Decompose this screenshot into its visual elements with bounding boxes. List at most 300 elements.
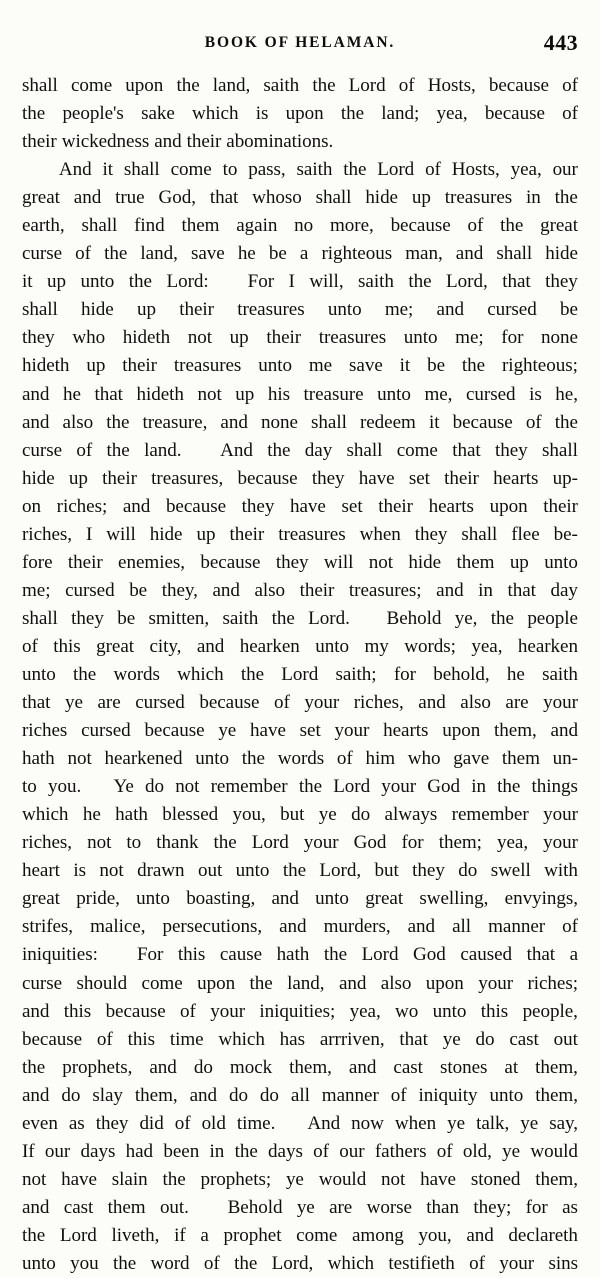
- word: cursed: [135, 692, 185, 714]
- word: and: [22, 1084, 50, 1106]
- word: be: [117, 607, 136, 629]
- word: slain: [111, 1168, 148, 1190]
- word: un-: [552, 748, 578, 770]
- word: hath: [276, 944, 310, 966]
- text-line: [22, 605, 578, 633]
- word: iniquity: [418, 1084, 478, 1106]
- word: they: [545, 271, 578, 293]
- word: whoso: [252, 187, 302, 209]
- word: unto: [80, 271, 115, 293]
- word: If: [22, 1140, 35, 1162]
- word: his: [267, 383, 290, 405]
- word: shall: [22, 607, 58, 629]
- word: people,: [522, 1000, 578, 1022]
- word: it: [22, 271, 33, 293]
- word: Lord,: [319, 860, 362, 882]
- word: Lord:: [166, 271, 209, 293]
- word: have: [250, 720, 286, 742]
- word: also: [460, 692, 491, 714]
- text-line: [22, 689, 578, 717]
- text-line: [22, 1138, 578, 1166]
- word: be: [559, 299, 578, 321]
- word: also: [62, 411, 94, 433]
- word: shall: [311, 411, 347, 433]
- word: [363, 605, 373, 633]
- word: more,: [329, 215, 374, 237]
- word: God,: [158, 187, 196, 209]
- word: all: [452, 916, 472, 938]
- word: your: [303, 832, 339, 854]
- word: land.: [144, 439, 182, 461]
- word: days: [268, 1140, 303, 1162]
- text-line: [22, 801, 578, 829]
- word: yea,: [349, 1000, 381, 1022]
- word: be: [129, 579, 148, 601]
- word: them: [107, 1196, 146, 1218]
- word: are: [505, 692, 529, 714]
- word: that: [526, 944, 555, 966]
- word: the: [554, 187, 578, 209]
- word: say,: [549, 1112, 578, 1134]
- word: because: [452, 411, 513, 433]
- word: the: [241, 748, 265, 770]
- word: me;: [455, 327, 484, 349]
- word: them,: [535, 1168, 578, 1190]
- word: behold,: [433, 663, 490, 685]
- word: do: [458, 860, 478, 882]
- word: Behold: [386, 607, 442, 629]
- word: up: [136, 299, 156, 321]
- word: not: [187, 327, 213, 349]
- text-line: [22, 1026, 578, 1054]
- word: treasures;: [348, 579, 422, 601]
- word: [92, 773, 102, 801]
- word: riches,: [22, 832, 73, 854]
- word: save: [349, 355, 383, 377]
- word: great: [365, 888, 404, 910]
- word: the: [271, 607, 295, 629]
- word: declareth: [508, 1224, 578, 1246]
- word: ye: [65, 692, 83, 714]
- word: and: [436, 299, 464, 321]
- word: up-: [552, 467, 578, 489]
- word: not: [99, 860, 124, 882]
- word: and: [279, 916, 307, 938]
- word: their: [229, 523, 265, 545]
- word: of: [562, 916, 578, 938]
- word: will: [106, 523, 136, 545]
- word: Lord: [377, 159, 415, 181]
- word: and: [22, 411, 50, 433]
- word: them,: [535, 1084, 578, 1106]
- word: do: [228, 1084, 248, 1106]
- word: this: [177, 944, 206, 966]
- word: the: [343, 159, 367, 181]
- word: saith: [222, 607, 259, 629]
- word: up: [68, 467, 88, 489]
- word: it: [102, 159, 113, 181]
- word: this: [127, 1028, 155, 1050]
- text-line: [22, 998, 578, 1026]
- word: me: [308, 355, 333, 377]
- word: of: [273, 692, 290, 714]
- word: of: [469, 1252, 485, 1274]
- word: things: [531, 776, 578, 798]
- word: your: [543, 692, 578, 714]
- word: you,: [418, 1224, 452, 1246]
- word: is: [529, 383, 542, 405]
- word: them,: [289, 1056, 332, 1078]
- word: not: [368, 551, 394, 573]
- word: righteous: [321, 243, 393, 265]
- word: not: [381, 1168, 406, 1190]
- paragraph: [22, 72, 578, 156]
- word: and: [73, 187, 102, 209]
- word: the: [112, 1252, 137, 1274]
- word: curse: [22, 439, 63, 461]
- word: treasures: [278, 523, 346, 545]
- word: day: [304, 439, 333, 461]
- word: upon: [125, 75, 164, 96]
- word: up: [86, 355, 106, 377]
- word: man,: [405, 243, 443, 265]
- word: are: [329, 1196, 353, 1218]
- word: and: [149, 1056, 177, 1078]
- word: and: [189, 1084, 217, 1106]
- word: a: [569, 944, 578, 966]
- word: me,: [424, 383, 453, 405]
- word: pride,: [76, 888, 120, 910]
- word: Hosts,: [427, 75, 476, 96]
- word: ye: [442, 1028, 461, 1050]
- word: your: [543, 804, 578, 826]
- word: do: [145, 776, 164, 798]
- word: their: [122, 355, 157, 377]
- word: because: [199, 692, 260, 714]
- word: have: [290, 495, 326, 517]
- word: the: [106, 439, 130, 461]
- text-line: [22, 1054, 578, 1082]
- word: treasures: [444, 187, 513, 209]
- word: For: [247, 271, 274, 293]
- word: prophet: [223, 1224, 282, 1246]
- word: hide: [545, 243, 578, 265]
- word: true: [115, 187, 145, 209]
- word: your: [210, 1000, 246, 1022]
- word: cast: [509, 1028, 539, 1050]
- word: gave: [453, 748, 490, 770]
- word: upon: [197, 972, 236, 994]
- word: their: [67, 551, 103, 573]
- word: shall: [22, 75, 58, 96]
- word: that: [502, 271, 531, 293]
- text-line: [22, 970, 578, 998]
- word: because: [200, 551, 261, 573]
- word: out: [197, 860, 223, 882]
- word: they: [275, 551, 309, 573]
- word: malice,: [90, 916, 146, 938]
- word: also: [254, 579, 285, 601]
- word: the: [22, 103, 46, 125]
- word: Lord: [59, 1224, 97, 1246]
- word: do: [475, 1028, 495, 1050]
- word: Lord: [281, 663, 319, 685]
- word: their: [186, 131, 222, 153]
- text-line: [22, 857, 578, 885]
- word: not: [22, 1168, 47, 1190]
- word: set: [341, 495, 363, 517]
- word: the: [240, 663, 265, 685]
- word: unto: [489, 1084, 524, 1106]
- word: hide: [149, 523, 183, 545]
- word: treasures: [318, 327, 387, 349]
- word: hath: [22, 748, 55, 770]
- word: a: [200, 1224, 209, 1246]
- word: their: [179, 299, 214, 321]
- word: the: [340, 103, 365, 125]
- word: which: [327, 1252, 375, 1274]
- word: saith: [542, 663, 578, 685]
- word: cursed: [465, 383, 516, 405]
- word: cast: [63, 1196, 94, 1218]
- word: the: [408, 271, 432, 293]
- word: because: [22, 1028, 83, 1050]
- text-line: [22, 156, 578, 184]
- word: set: [299, 720, 321, 742]
- word: strifes,: [22, 916, 74, 938]
- word: not: [197, 383, 222, 405]
- word: that: [507, 579, 536, 601]
- word: righteous;: [502, 355, 578, 377]
- word: old: [201, 1112, 226, 1134]
- word: are: [97, 692, 121, 714]
- word: boasting,: [186, 888, 256, 910]
- word: all: [290, 1084, 310, 1106]
- word: up: [235, 383, 255, 405]
- word: stones: [439, 1056, 488, 1078]
- word: of: [562, 103, 578, 125]
- word: land,: [212, 75, 251, 96]
- word: old,: [462, 1140, 492, 1162]
- word: the: [73, 663, 97, 685]
- word: smitten,: [148, 607, 210, 629]
- word: would: [530, 1140, 578, 1162]
- word: riches: [22, 720, 68, 742]
- word: swelling,: [419, 888, 489, 910]
- word: shall: [346, 439, 383, 461]
- word: they: [311, 467, 345, 489]
- word: unto: [22, 663, 56, 685]
- word: fore: [22, 551, 53, 573]
- word: God: [427, 776, 461, 798]
- word: fathers: [374, 1140, 427, 1162]
- word: no: [294, 215, 314, 237]
- word: in: [478, 579, 493, 601]
- word: and: [338, 972, 367, 994]
- word: Lord.: [308, 607, 350, 629]
- word: unto: [432, 1000, 467, 1022]
- word: because: [105, 1000, 166, 1022]
- word: [112, 941, 122, 969]
- word: has: [279, 1028, 305, 1050]
- word: iniquities:: [22, 944, 98, 966]
- word: their: [444, 467, 479, 489]
- word: to: [126, 832, 142, 854]
- text-line: [22, 381, 578, 409]
- word: them,: [494, 720, 537, 742]
- word: ye: [318, 804, 337, 826]
- word: and: [154, 131, 182, 153]
- word: when: [359, 523, 401, 545]
- word: hide: [81, 299, 114, 321]
- word: land,: [287, 972, 325, 994]
- text-line: [22, 829, 578, 857]
- word: sake: [141, 103, 175, 125]
- word: the: [234, 1140, 258, 1162]
- word: shall: [315, 187, 352, 209]
- word: as: [562, 1196, 578, 1218]
- word: yea,: [510, 159, 542, 181]
- word: shall: [496, 243, 533, 265]
- word: And: [58, 159, 92, 181]
- word: the: [323, 944, 347, 966]
- word: but: [280, 804, 305, 826]
- text-line: [22, 633, 578, 661]
- word: the: [282, 860, 306, 882]
- word: come: [396, 439, 438, 461]
- word: you: [70, 1252, 99, 1274]
- text-line: [22, 1222, 578, 1250]
- running-head-title: BOOK OF HELAMAN.: [204, 34, 396, 51]
- text-line: [22, 212, 578, 240]
- word: Hosts,: [451, 159, 500, 181]
- text-line: [22, 268, 578, 296]
- word: them;: [438, 832, 482, 854]
- word: liveth,: [111, 1224, 160, 1246]
- word: of: [180, 1000, 196, 1022]
- word: none: [541, 327, 578, 349]
- word: unto: [544, 551, 578, 573]
- word: that: [22, 692, 51, 714]
- word: words;: [404, 635, 456, 657]
- word: because: [165, 495, 227, 517]
- word: come: [296, 1224, 338, 1246]
- word: your: [381, 776, 417, 798]
- word: and: [455, 243, 484, 265]
- word: me;: [384, 299, 414, 321]
- word: shall: [123, 159, 160, 181]
- text-line: [22, 437, 578, 465]
- word: be: [427, 355, 445, 377]
- word: of: [425, 159, 441, 181]
- word: them,: [535, 1056, 578, 1078]
- text-line: [22, 324, 578, 352]
- word: unto: [377, 383, 411, 405]
- word: up: [411, 187, 431, 209]
- word: treasures: [237, 299, 305, 321]
- word: would: [318, 1168, 367, 1190]
- text-line: [22, 941, 578, 969]
- text-line: [22, 1166, 578, 1194]
- word: and: [122, 495, 151, 517]
- word: hideth: [122, 327, 171, 349]
- word: ye: [447, 1112, 466, 1134]
- word: than: [426, 1196, 459, 1218]
- word: unto: [195, 748, 229, 770]
- word: out.: [159, 1196, 189, 1218]
- word: and: [550, 720, 578, 742]
- word: time: [169, 1028, 204, 1050]
- word: unto: [327, 299, 362, 321]
- word: remember: [210, 776, 288, 798]
- word: testifieth: [388, 1252, 455, 1274]
- word: that: [399, 1028, 428, 1050]
- word: the: [249, 972, 273, 994]
- page-number: 443: [543, 30, 578, 55]
- word: now: [351, 1112, 384, 1134]
- word: on: [22, 495, 41, 517]
- word: worse: [366, 1196, 412, 1218]
- word: because: [484, 103, 545, 125]
- word: Lord: [348, 75, 386, 96]
- text-line: [22, 128, 578, 156]
- word: hide: [408, 551, 442, 573]
- text-line: [22, 661, 578, 689]
- word: the: [298, 776, 322, 798]
- word: Lord: [251, 832, 289, 854]
- word: Ye: [113, 776, 134, 798]
- word: Lord: [361, 944, 399, 966]
- word: stoned: [470, 1168, 521, 1190]
- text-line: [22, 240, 578, 268]
- word: their: [102, 467, 137, 489]
- paragraph: [22, 156, 578, 1278]
- word: great: [22, 187, 60, 209]
- word: drawn: [137, 860, 185, 882]
- word: hearken: [517, 635, 578, 657]
- word: hide: [22, 467, 55, 489]
- word: this: [53, 635, 81, 657]
- word: their: [378, 495, 413, 517]
- word: cursed: [487, 299, 537, 321]
- word: and: [418, 692, 446, 714]
- word: our: [339, 1140, 365, 1162]
- word: yea,: [436, 103, 468, 125]
- word: your: [478, 972, 514, 994]
- word: hearkened: [104, 748, 183, 770]
- word: of: [75, 243, 91, 265]
- word: treasure,: [142, 411, 208, 433]
- text-line: [22, 521, 578, 549]
- text-line: [22, 1194, 578, 1222]
- word: upon: [285, 103, 324, 125]
- word: out: [553, 1028, 578, 1050]
- word: [286, 1110, 296, 1138]
- word: when: [394, 1112, 437, 1134]
- word: is: [255, 103, 269, 125]
- word: because: [237, 467, 298, 489]
- word: unto: [315, 888, 349, 910]
- word: my: [364, 635, 389, 657]
- word: who: [72, 327, 106, 349]
- word: they: [22, 327, 55, 349]
- word: great: [96, 635, 135, 657]
- word: cast: [393, 1056, 423, 1078]
- word: iniquities;: [259, 1000, 336, 1022]
- word: upon: [425, 972, 464, 994]
- word: I: [86, 523, 93, 545]
- word: sins: [548, 1252, 578, 1274]
